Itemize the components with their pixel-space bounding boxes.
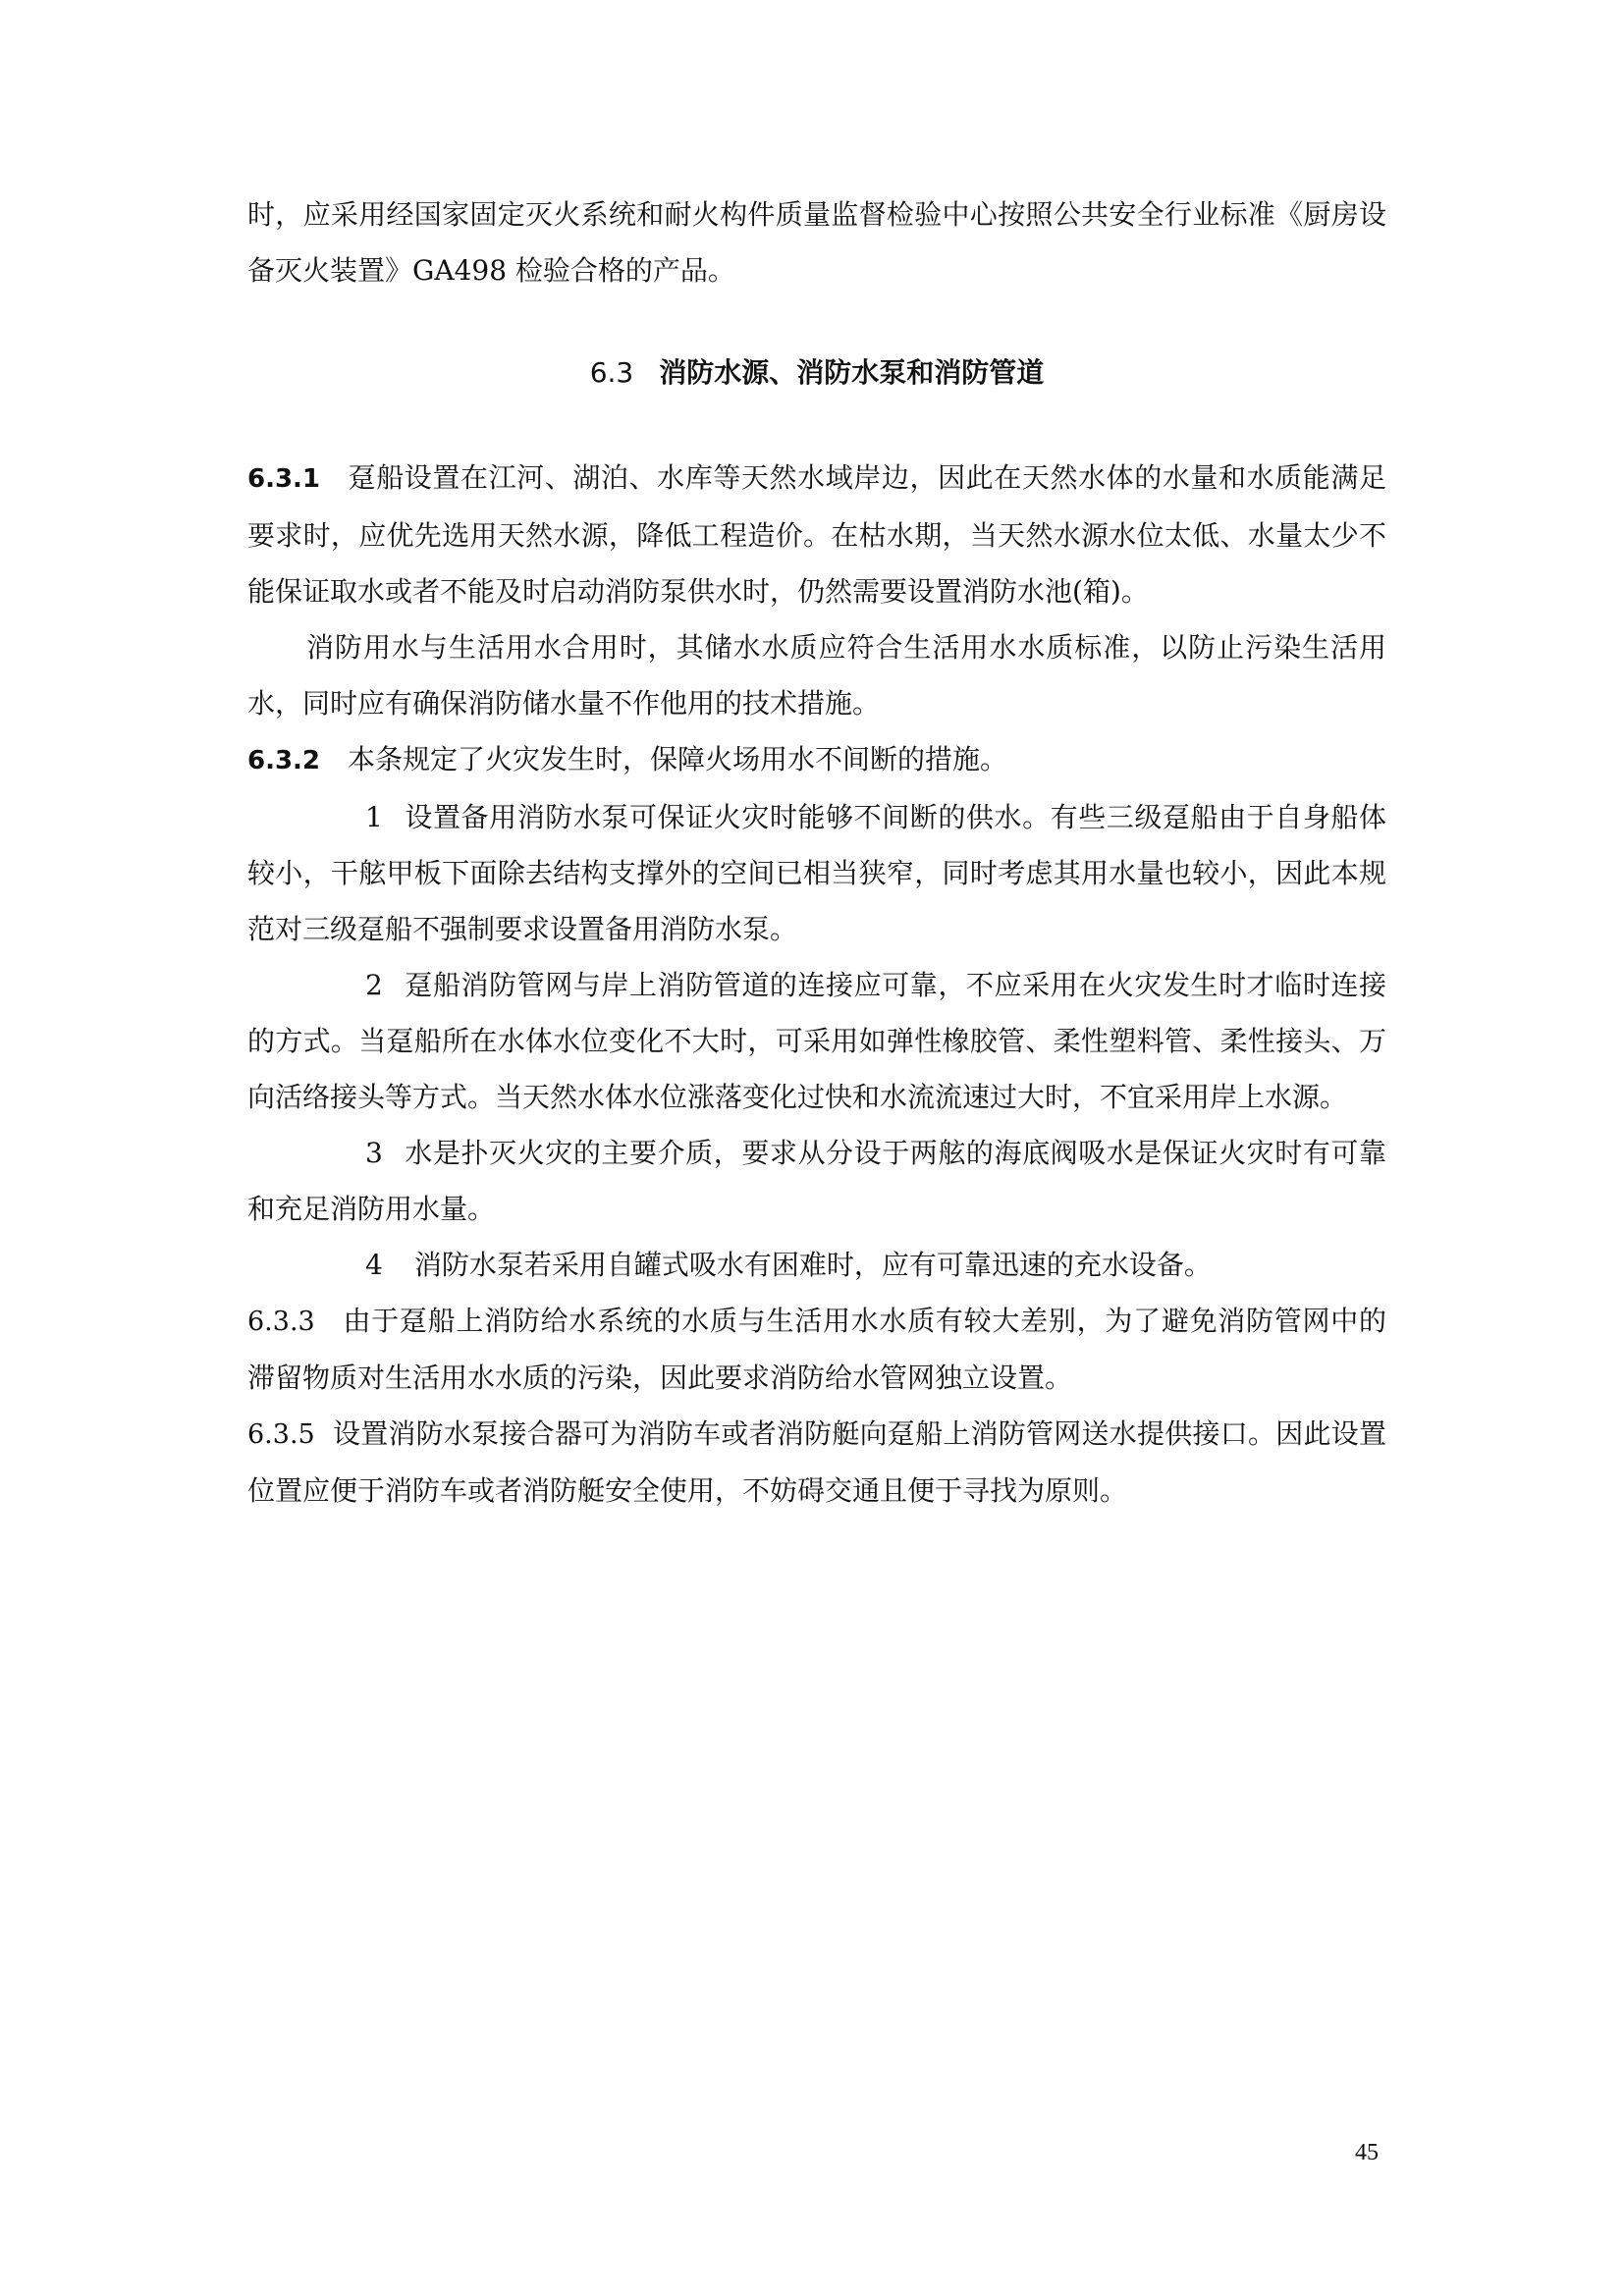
page-number: 45 — [1355, 2140, 1379, 2165]
list-item — [247, 789, 1386, 957]
section-title: 消防水源、消防水泵和消防管道 — [659, 356, 1045, 389]
list-item-text: 消防水泵若采用自罐式吸水有困难时，应有可靠迅速的充水设备。 — [413, 1249, 1212, 1281]
list-item-number: 4 — [365, 1249, 383, 1281]
clause-text: 由于趸船上消防给水系统的水质与生活用水水质有较大差别，为了避免消防管网中的滞留物质对生活用水水质的污染，因此要求消防给水管网独立设置。 — [247, 1305, 1386, 1394]
list-item — [247, 1125, 1386, 1237]
clause-number: 6.3.3 — [247, 1307, 315, 1337]
list-item — [247, 1237, 1386, 1293]
list-item-number: 1 — [365, 801, 383, 833]
list-item-number: 3 — [365, 1137, 383, 1169]
clause-number: 6.3.2 — [247, 746, 321, 775]
list-item-text: 水是扑灭火灾的主要介质，要求从分设于两舷的海底阀吸水是保证火灾时有可靠和充足消防用水量。 — [247, 1137, 1386, 1225]
section-heading — [247, 353, 1386, 393]
clause-6-3-1 — [247, 450, 1386, 619]
intro-paragraph: 时，应采用经国家固定灭火系统和耐火构件质量监督检验中心按照公共安全行业标准《厨房设备灭火装置》GA498 检验合格的产品。 — [247, 198, 1386, 287]
clause-6-3-2 — [247, 731, 1386, 789]
list-item-text: 设置备用消防水泵可保证火灾时能够不间断的供水。有些三级趸船由于自身船体较小，干舷甲板下面除去结构支撑外的空间已相当狭窄，同时考虑其用水量也较小，因此本规范对三级趸船不强制要求设置备用消防水泵。 — [247, 801, 1386, 945]
clause-text: 设置消防水泵接合器可为消防车或者消防艇向趸船上消防管网送水提供接口。因此设置位置应便于消防车或者消防艇安全使用，不妨碍交通且便于寻找为原则。 — [247, 1417, 1386, 1507]
clause-number: 6.3.1 — [247, 464, 321, 494]
list-item — [247, 957, 1386, 1125]
list-item-text: 趸船消防管网与岸上消防管道的连接应可靠，不应采用在火灾发生时才临时连接的方式。当趸船所在水体水位变化不大时，可采用如弹性橡胶管、柔性塑料管、柔性接头、万向活络接头等方式。当天然水体水位涨落变化过快和水流流速过大时，不宜采用岸上水源。 — [247, 969, 1386, 1113]
page-content — [247, 187, 1386, 1519]
clause-6-3-3 — [247, 1293, 1386, 1406]
clause-text: 本条规定了火灾发生时，保障火场用水不间断的措施。 — [348, 743, 1008, 775]
clause-text: 趸船设置在江河、湖泊、水库等天然水域岸边，因此在天然水体的水量和水质能满足要求时，应优先选用天然水源，降低工程造价。在枯水期，当天然水源水位太低、水量太少不能保证取水或者不能及时启动消防泵供水时，仍然需要设置消防水池(箱)。 — [247, 461, 1386, 608]
clause-number: 6.3.5 — [247, 1419, 315, 1450]
clause-6-3-5 — [247, 1406, 1386, 1519]
section-number: 6.3 — [589, 356, 634, 389]
list-item-number: 2 — [365, 969, 383, 1001]
clause-6-3-1-paragraph-2: 消防用水与生活用水合用时，其储水水质应符合生活用水水质标准，以防止污染生活用水，同时应有确保消防储水量不作他用的技术措施。 — [247, 631, 1386, 720]
